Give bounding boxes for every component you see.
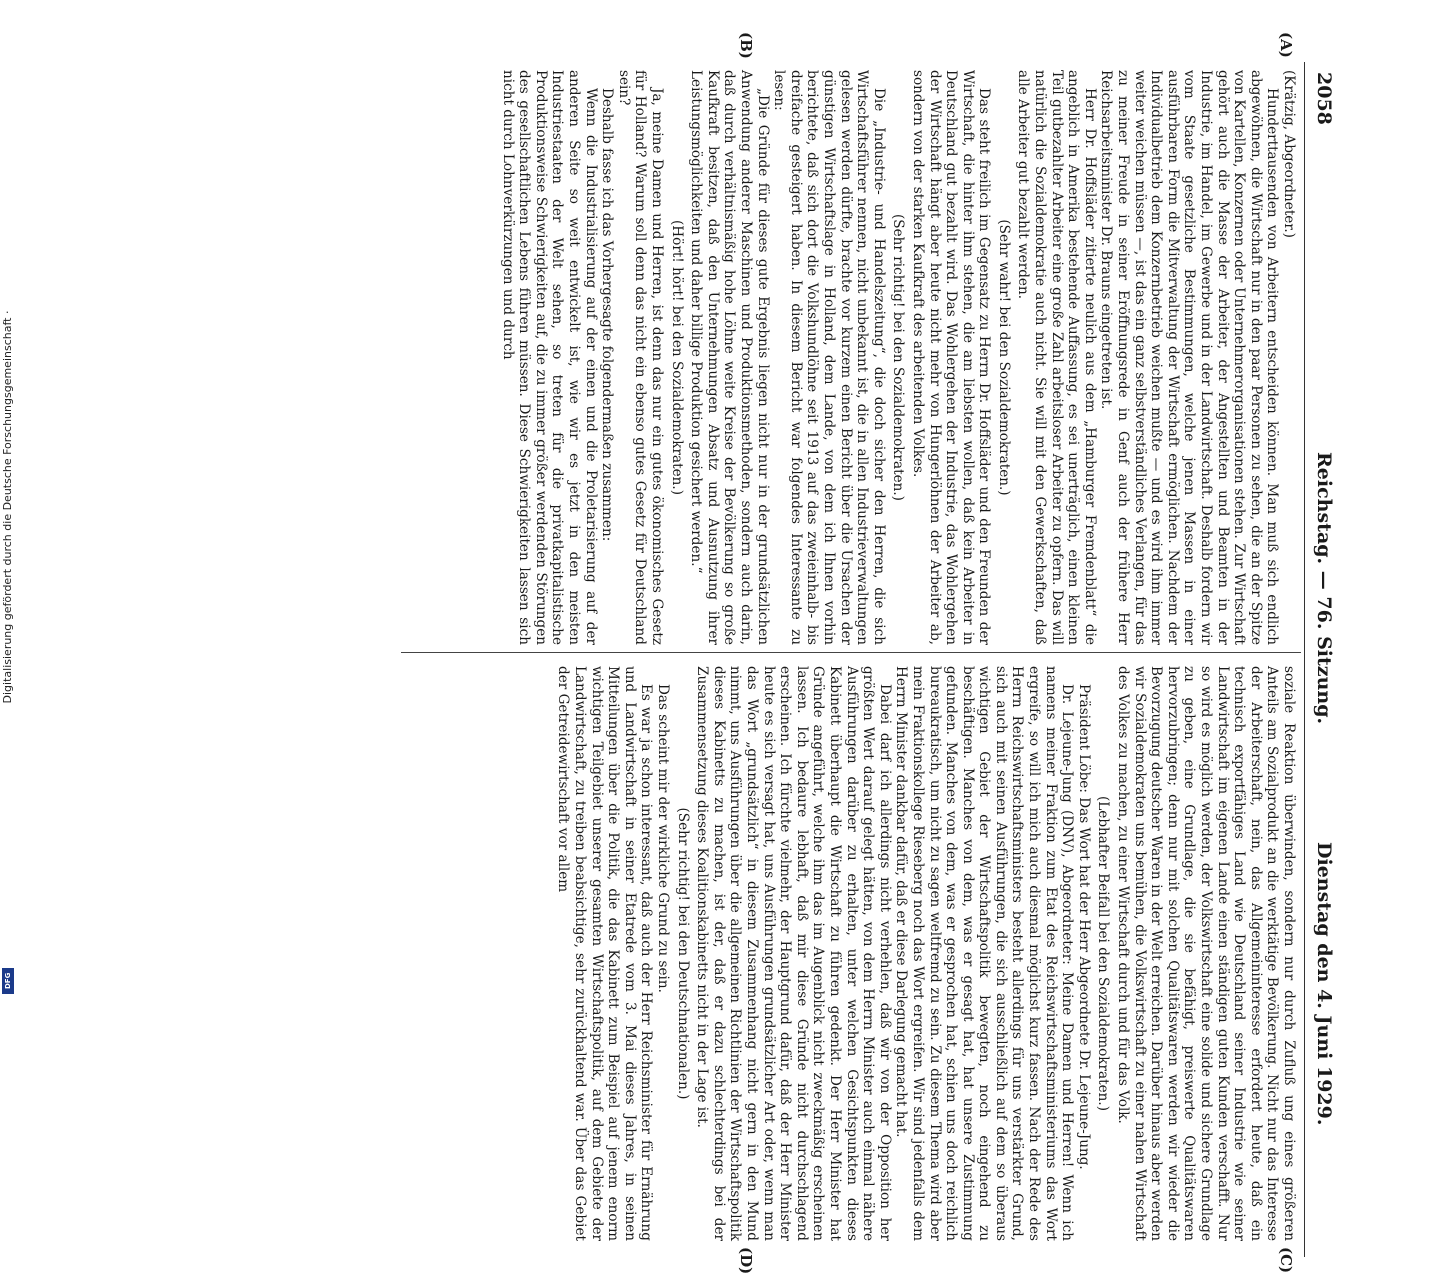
paragraph: Ja, meine Damen und Herren, ist denn das nur ein gutes ökonomisches Gesetz für Holland? Warum soll denn das nicht ein ebenso gutes Gesetz für Deutschland sein?: [615, 70, 666, 645]
margin-marker-c: (C): [1277, 1247, 1295, 1274]
column-divider: [401, 652, 1301, 653]
right-column: [555, 666, 1297, 1241]
paragraph: (Sehr wahr! bei den Sozialdemokraten.): [995, 219, 1012, 496]
paragraph: (Lebhafter Beifall bei den Sozialdemokraten.): [1095, 795, 1112, 1112]
paragraph: Das scheint mir der wirkliche Grund zu sein.: [655, 684, 672, 993]
document-page: [140, 32, 1335, 1274]
left-column: [499, 70, 1297, 645]
paragraph: Herr Dr. Hoffsläder zitierte neulich aus dem „Hamburger Fremdenblatt“ die angeblich in Amerika bestehende Auffassung, es sei unerträglich, einen kleinen Teil gutbezahlter Arbeiter eine große Zahl arbeitsloser Arbeiter zu opfern. Das will natürlich die Sozialdemokratie auch nicht. Sie will mit den Gewerkschaften, daß alle Arbeiter gut bezahlt werden.: [1015, 70, 1098, 645]
paragraph: Hunderttausenden von Arbeitern entscheiden können. Man muß sich endlich abgewöhnen, die Wirtschaft nur in den paar Personen zu sehen, die an der Spitze von Kartellen, Konzernen oder Unternehmerorganisationen stehen. Zur Wirtschaft gehört auch die Masse der Arbeiter, der Angestellten und Beamten in der Industrie, im Handel, im Gewerbe und in der Landwirtschaft. Deshalb fordern wir vom Staate gesetzliche Bestimmungen, welche jenen Massen in einer ausführbaren Form die Mitverwaltung der Wirtschaft ermöglichen. Nachdem der Individualbetrieb dem Konzernbetrieb weichen mußte — und es wird ihm immer weiter weichen müssen —, ist das ein ganz selbstverständliches Verlangen, für das zu meiner Freude in seiner Eröffnungsrede in Genf auch der frühere Herr Reichsarbeitsminister Dr. Brauns eingetreten ist.: [1098, 70, 1281, 645]
session-date: Dienstag den 4. Juni 1929.: [1313, 842, 1335, 1126]
paragraph: Dabei darf ich allerdings nicht verhehlen, daß wir von der Opposition her größten Wert darauf gelegt hätten, von dem Herrn Minister auch einmal nähere Ausführungen darüber zu erhalten, unter welchen Gesichtspunkten dieses Kabinett überhaupt die Wirtschaft zu führen gedenkt. Der Herr Minister hat Gründe angeführt, welche ihm das im Augenblick nicht zweckmäßig erscheinen lassen. Ich bedaure lebhaft, daß mir diese Gründe nicht durchschlagend erscheinen. Ich fürchte vielmehr, der Hauptgrund dafür, daß der Herr Minister heute es sich versagt hat, uns Ausführungen grundsätzlicher Art oder, wenn man das Wort „grundsätzlich“ in diesem Zusammenhang nicht gern in den Mund nimmt, uns Ausführungen über die allgemeinen Richtlinien der Wirtschaftspolitik dieses Kabinetts zu machen, ist der, daß er dazu schlechterdings bei der Zusammensetzung dieses Koalitionskabinetts nicht in der Lage ist.: [694, 666, 893, 1241]
paragraph: „Die Gründe für dieses gute Ergebnis liegen nicht nur in der grundsätzlichen Anwendung anderer Maschinen und Produktionsmethoden, sondern auch darin, daß durch verhältnismäßig hohe Löhne weite Kreise der Bevölkerung so große Kaufkraft besitzen, daß den Unternehmungen Absatz und Ausnutzung ihrer Leistungsmöglichkeiten und daher billige Produktion gesichert werden.“: [688, 70, 771, 645]
paragraph: soziale Reaktion überwinden, sondern nur durch Zufluß ung eines größeren Anteils am Sozialprodukt an die werktätige Bevölkerung. Nicht nur das Interesse der Arbeiterschaft, nein, das Allgemeininteresse erfordert heute, daß ein technisch exportfähiges Land wie Deutschland seiner Industrie wie seiner Landwirtschaft im eigenen Lande einen ständigen guten Kunden verschafft. Nur so wird es möglich werden, der Volkswirtschaft eine solide und sichere Grundlage zu geben, eine Grundlage, die sie befähigt, preiswerte Qualitätswaren hervorzubringen; denn nur mit solchen Qualitätswaren werden wir wieder die Bevorzugung deutscher Waren in der Welt erreichen. Darüber hinaus aber werden wir Sozialdemokraten uns bemühen, die Volkswirtschaft zu einer nahen Wirtschaft des Volkes zu machen, zu einer Wirtschaft durch und für das Volk.: [1115, 666, 1297, 1241]
running-title: Reichstag. — 76. Sitzung.: [1313, 452, 1335, 725]
paragraph: Wenn die Industrialisierung auf der einen und die Proletarisierung auf der anderen Seite so weit entwickelt ist, wie wir es jetzt in den meisten Industriestaaten der Welt sehen, so treten für die privatkapitalistische Produktionsweise Schwierigkeiten auf, die zu immer größer werdenden Störungen des gesellschaftlichen Lebens führen müssen. Diese Schwierigkeiten lassen sich nicht durch Lohnverkürzungen und durch: [499, 70, 599, 645]
digitization-credit: Digitalisierung gefördert durch die Deutsche Forschungsgemeinschaft ·: [1, 310, 14, 704]
paragraph: Deshalb fasse ich das Vorhergesagte folgendermaßen zusammen:: [599, 88, 616, 542]
margin-marker-a: (A): [1277, 32, 1295, 58]
margin-marker-d: (D): [737, 1247, 755, 1274]
page-number: 2058: [1313, 72, 1335, 125]
paragraph: (Krätzig, Abgeordneter.): [1281, 70, 1297, 238]
paragraph: Die „Industrie- und Handelszeitung“, die doch sicher den Herren, die sich Wirtschaftsführer nennen, nicht unbekannt ist, die in allen Industrieverwaltungen gelesen werden dürfte, brachte vor kurzem einen Bericht über die Ursachen der günstigen Wirtschaftslage in Holland, dem Lande, von dem ich Ihnen vorhin berichtete, daß sich dort die Volkshundlöhne seit 1913 auf das zweieinhalb- bis dreifache gesteigert haben. In diesem Bericht war folgendes Interessante zu lesen:: [771, 70, 887, 645]
paragraph: (Hört! hört! bei den Sozialdemokraten.): [668, 219, 685, 495]
margin-marker-b: (B): [737, 32, 755, 59]
dfg-logo: DFG: [2, 968, 14, 994]
paragraph: Das steht freilich im Gegensatz zu Herrn Dr. Hoffsläder und den Freunden der Wirtschaft, die hinter ihm stehen, die am liebsten wollen, daß kein Arbeiter in Deutschland gut bezahlt wird. Das Wohlergehen der Industrie, das Wohlergehen der Wirtschaft hängt aber heute nicht mehr von Hungerlöhnen der Arbeiter ab, sondern von der starken Kaufkraft des arbeitenden Volkes.: [909, 70, 993, 645]
paragraph: Präsident Löbe: Das Wort hat der Herr Abgeordnete Dr. Lejeune-Jung.: [1075, 684, 1092, 1170]
header-rule: [1304, 62, 1305, 1257]
paragraph: Es war ja schon interessant, daß auch der Herr Reichsminister für Ernährung und Landwirtschaft in seiner Etatrede vom 3. Mai dieses Jahres, in seinen Mitteilungen über die Politik, die das Kabinett zum Beispiel auf jenem enorm wichtigen Teilgebiet unserer gesamten Wirtschaftspolitik, auf dem Gebiete der Landwirtschaft, zu treiben beabsichtige, sehr zurückhaltend war. Über das Gebiet der Getreidewirtschaft vor allem: [555, 666, 655, 1241]
paragraph: (Sehr richtig! bei den Sozialdemokraten.): [890, 214, 907, 501]
digitization-credit-strip: [0, 0, 16, 1000]
paragraph: Dr. Lejeune-Jung (DNV), Abgeordneter: Meine Damen und Herren! Wenn ich namens meiner Fraktion zum Etat des Reichswirtschaftsministeriums das Wort ergreife, so will ich mich auch diesmal möglichst kurz fassen. Nach der Rede des Herrn Reichswirtschaftsministers besteht allerdings für uns verstärkter Grund, sich auch mit seinen Ausführungen, die sich ausschließlich auf dem so überaus wichtigen Gebiet der Wirtschaftspolitik bewegten, noch eingehend zu beschäftigen. Manches von dem, was er gesagt hat, hat unsere Zustimmung gefunden. Manches von dem, was er gesprochen hat, schien uns doch reichlich bureaukratisch, um nicht zu sagen weltfremd zu sein. Zu diesem Thema wird aber mein Fraktionskollege Rieseberg noch das Wort ergreifen. Wir sind jedenfalls dem Herrn Minister dankbar dafür, daß er diese Darlegung gemacht hat.: [893, 666, 1076, 1241]
paragraph: (Sehr richtig! bei den Deutschnationalen.): [674, 807, 691, 1100]
page-header: [1307, 72, 1335, 1252]
